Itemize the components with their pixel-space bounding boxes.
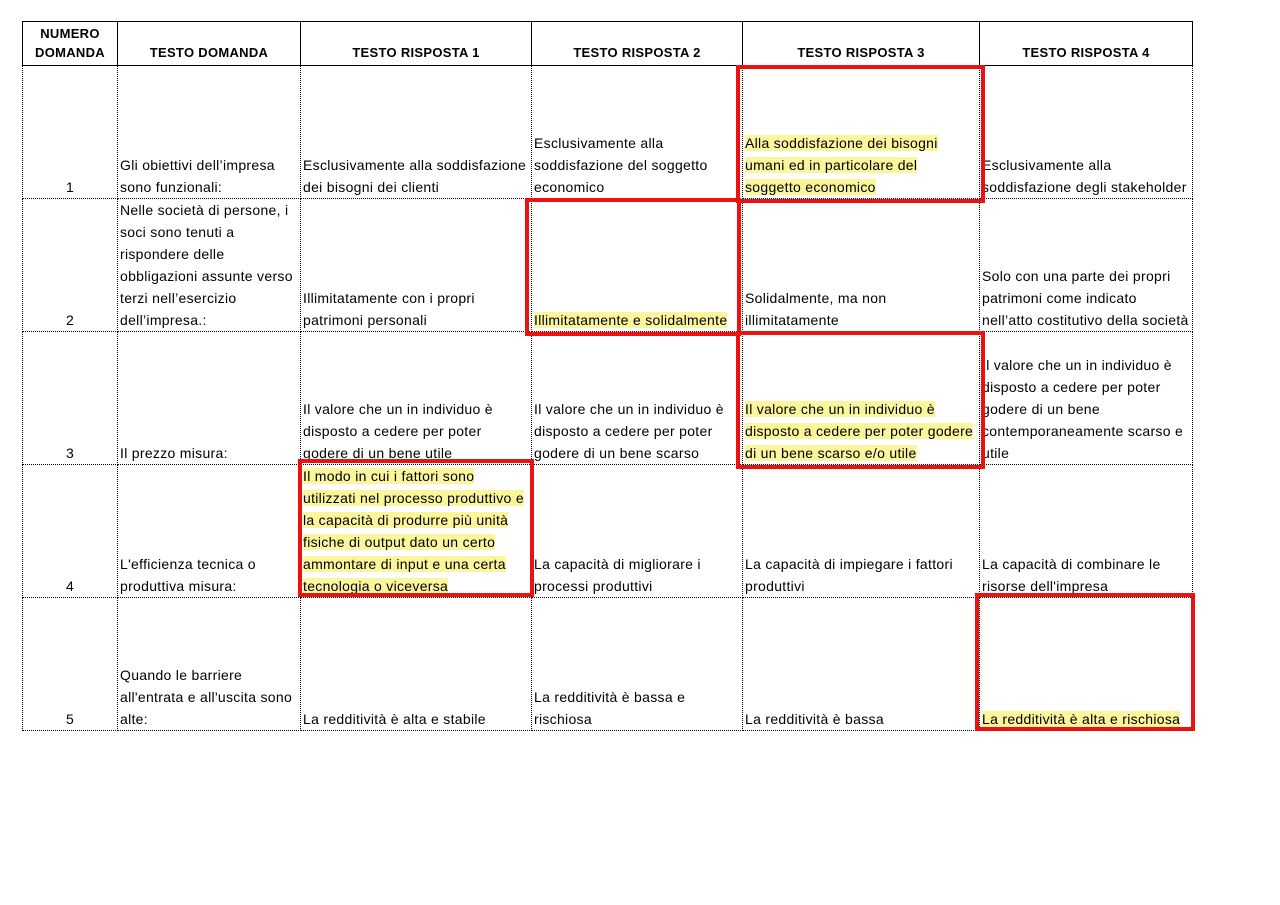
header-question: TESTO DOMANDA <box>118 22 301 66</box>
answer-cell <box>532 332 743 465</box>
answer-text: La capacità di combinare le risorse dell'impresa <box>982 556 1161 594</box>
answer-text: La redditività è bassa <box>745 711 884 727</box>
correct-answer-text: Illimitatamente e solidalmente <box>534 312 728 328</box>
answer-cell <box>532 598 743 731</box>
question-number: 3 <box>23 332 118 465</box>
answer-cell-correct <box>980 598 1193 731</box>
answer-cell <box>980 199 1193 332</box>
answer-cell <box>980 465 1193 598</box>
answer-cell-correct <box>743 332 980 465</box>
answer-cell <box>301 199 532 332</box>
correct-answer-text: Alla soddisfazione dei bisogni umani ed in particolare del soggetto economico <box>745 135 938 195</box>
answer-text: Il valore che un in individuo è disposto a cedere per poter godere di un bene utile <box>303 401 493 461</box>
answer-cell <box>743 598 980 731</box>
table-row <box>23 465 1193 598</box>
answer-cell <box>532 465 743 598</box>
table-row <box>23 332 1193 465</box>
answer-text: Illimitatamente con i propri patrimoni personali <box>303 290 475 328</box>
correct-answer-text: Il valore che un in individuo è disposto a cedere per poter godere di un bene scarso e/o utile <box>745 401 974 461</box>
header-answer-2: TESTO RISPOSTA 2 <box>532 22 743 66</box>
answer-text: Solidalmente, ma non illimitatamente <box>745 290 887 328</box>
question-number: 5 <box>23 598 118 731</box>
question-text: Nelle società di persone, i soci sono tenuti a rispondere delle obbligazioni assunte verso terzi nell’esercizio dell’impresa.: <box>118 199 301 332</box>
answer-text: Esclusivamente alla soddisfazione del soggetto economico <box>534 135 708 195</box>
table-row <box>23 66 1193 199</box>
answer-text: La redditività è alta e stabile <box>303 711 486 727</box>
correct-answer-text: La redditività è alta e rischiosa <box>982 711 1181 727</box>
answer-cell <box>301 332 532 465</box>
answer-cell-correct <box>532 199 743 332</box>
answer-cell <box>532 66 743 199</box>
answer-cell-correct <box>743 66 980 199</box>
question-text: L'efficienza tecnica o produttiva misura: <box>118 465 301 598</box>
answer-text: Il valore che un in individuo è disposto a cedere per poter godere di un bene contemporaneamente scarso e utile <box>982 357 1184 461</box>
question-text: Il prezzo misura: <box>118 332 301 465</box>
answer-text: Solo con una parte dei propri patrimoni come indicato nell’atto costitutivo della società <box>982 268 1189 328</box>
answer-cell <box>980 66 1193 199</box>
header-row <box>23 22 1193 66</box>
quiz-table <box>22 21 1193 731</box>
answer-cell <box>743 199 980 332</box>
answer-text: La redditività è bassa e rischiosa <box>534 689 686 727</box>
answer-text: La capacità di impiegare i fattori produttivi <box>745 556 953 594</box>
answer-cell-correct <box>301 465 532 598</box>
answer-text: La capacità di migliorare i processi produttivi <box>534 556 701 594</box>
answer-text: Il valore che un in individuo è disposto a cedere per poter godere di un bene scarso <box>534 401 724 461</box>
header-answer-4: TESTO RISPOSTA 4 <box>980 22 1193 66</box>
answer-cell <box>743 465 980 598</box>
correct-answer-text: Il modo in cui i fattori sono utilizzati nel processo produttivo e la capacità di produrre più unità fisiche di output dato un certo ammontare di input e una certa tecnologia o viceversa <box>303 468 524 594</box>
answer-text: Esclusivamente alla soddisfazione dei bisogni dei clienti <box>303 157 527 195</box>
header-answer-3: TESTO RISPOSTA 3 <box>743 22 980 66</box>
answer-cell <box>301 66 532 199</box>
header-answer-1: TESTO RISPOSTA 1 <box>301 22 532 66</box>
header-number: NUMERO DOMANDA <box>23 22 118 66</box>
question-text: Gli obiettivi dell’impresa sono funzionali: <box>118 66 301 199</box>
answer-cell <box>301 598 532 731</box>
answer-text: Esclusivamente alla soddisfazione degli stakeholder <box>982 157 1187 195</box>
question-number: 4 <box>23 465 118 598</box>
answer-cell <box>980 332 1193 465</box>
question-number: 2 <box>23 199 118 332</box>
table-row <box>23 598 1193 731</box>
table-row <box>23 199 1193 332</box>
question-number: 1 <box>23 66 118 199</box>
question-text: Quando le barriere all'entrata e all'uscita sono alte: <box>118 598 301 731</box>
